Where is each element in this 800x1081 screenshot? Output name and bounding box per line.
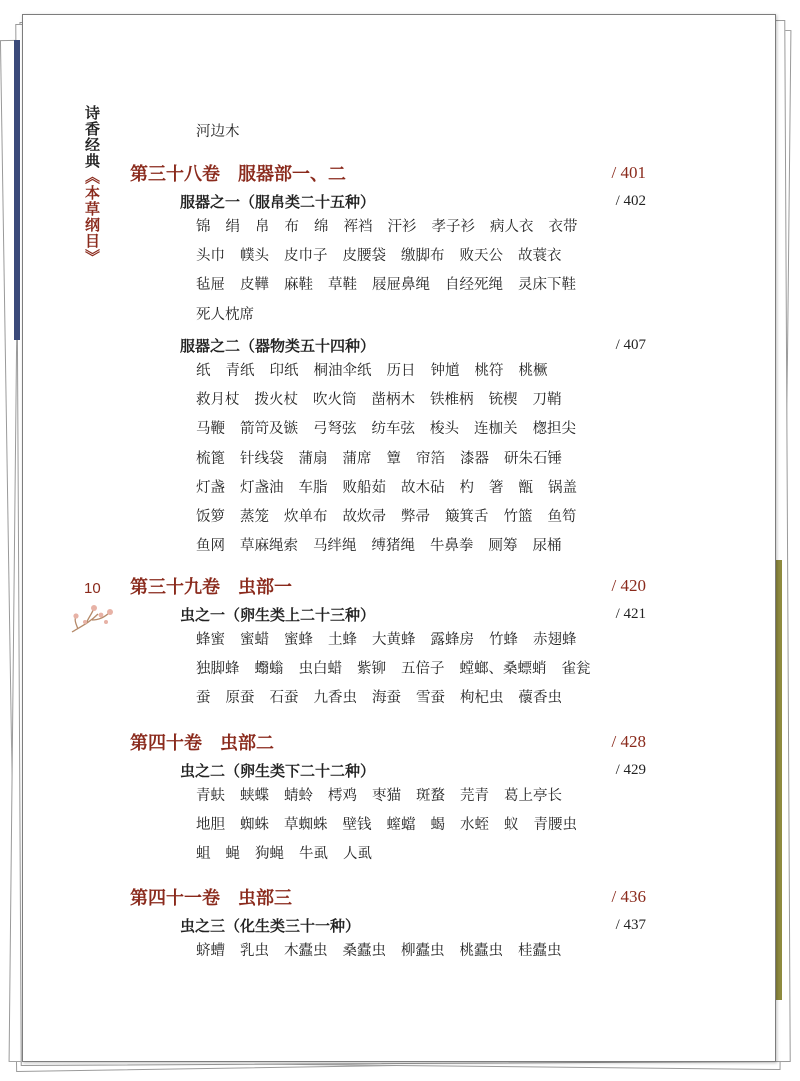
entry-item: 帘箔 — [416, 450, 445, 467]
volume-page-ref: / 428 — [611, 732, 646, 751]
entry-line — [196, 628, 592, 649]
entry-item: 漆器 — [460, 450, 489, 467]
category-heading — [180, 604, 646, 625]
entry-item: 饭箩 — [196, 509, 225, 525]
entry-item: 帛 — [255, 219, 270, 235]
entry-item: 柳蠹虫 — [401, 943, 445, 959]
entry-item: 马绊绳 — [313, 538, 357, 555]
entry-item: 弓弩弦 — [313, 421, 357, 438]
side-book-title — [82, 105, 103, 265]
entry-item: 厕筹 — [488, 538, 518, 555]
entry-item: 芫青 — [460, 788, 489, 804]
entry-item: 桃蠹虫 — [459, 943, 503, 959]
entry-item: 露蜂房 — [430, 632, 474, 648]
entry-item: 孝子衫 — [431, 219, 475, 235]
entry-item: 五倍子 — [401, 661, 445, 678]
entry-item: 汗衫 — [387, 219, 417, 235]
entry-item: 故蓑衣 — [518, 248, 562, 265]
entry-item: 灯盏油 — [240, 479, 284, 496]
volume-heading — [130, 884, 646, 910]
entry-item: 簟 — [386, 450, 401, 467]
entry-item: 死人枕席 — [196, 306, 254, 323]
entry-line — [196, 476, 592, 497]
entry-item: 斑蝥 — [416, 788, 445, 804]
entry-item: 蒲扇 — [298, 450, 328, 467]
entry-item: 吹火筒 — [313, 392, 357, 409]
entry-item: 葛上亭长 — [504, 788, 562, 804]
category-title: 服器之一（服帛类二十五种） — [180, 193, 376, 211]
category-title: 虫之二（卵生类下二十二种） — [180, 762, 376, 780]
entry-item: 马鞭 — [196, 421, 225, 438]
entry-item: 人虱 — [343, 846, 372, 863]
entry-item: 铁椎柄 — [430, 392, 474, 409]
entry-item: 螲蟷 — [386, 817, 416, 834]
entry-item: 牛鼻拳 — [430, 538, 474, 555]
entry-item: 屐屉鼻绳 — [372, 277, 430, 294]
entry-item: 皮鞾 — [240, 277, 269, 294]
category-title: 虫之一（卵生类上二十三种） — [180, 606, 376, 624]
entry-line — [196, 447, 577, 468]
entry-item: 车脂 — [298, 479, 328, 496]
category-heading — [180, 915, 646, 936]
entry-item: 草鞋 — [328, 277, 357, 294]
entry-item: 地胆 — [196, 817, 225, 834]
volume-heading — [130, 729, 646, 755]
category-title: 虫之三（化生类三十一种） — [180, 917, 361, 935]
volume-page-ref: / 420 — [611, 576, 646, 595]
entry-item: 蛱蝶 — [240, 788, 269, 804]
entry-item: 水蛭 — [460, 817, 489, 834]
entry-item: 海蚕 — [372, 690, 401, 707]
entry-item: 幞头 — [240, 248, 269, 265]
entry-item: 独脚蜂 — [196, 661, 240, 678]
entry-item: 箭笴及镞 — [240, 421, 298, 438]
entry-item: 石蚕 — [269, 690, 299, 707]
entry-item: 竹蜂 — [489, 632, 518, 648]
entry-item: 竹篮 — [503, 509, 533, 525]
category-heading — [180, 760, 646, 781]
entry-item: 针线袋 — [240, 450, 284, 467]
entry-line — [196, 215, 593, 236]
entry-item: 弊帚 — [401, 509, 430, 525]
entry-item: 自经死绳 — [445, 277, 503, 294]
entry-item: 锦 — [196, 219, 211, 235]
category-page-ref: / 429 — [615, 762, 646, 778]
book-edge-strip — [14, 40, 20, 340]
entry-line — [196, 388, 577, 409]
entry-item: 钟馗 — [430, 363, 460, 379]
entry-item: 鱼网 — [196, 538, 225, 555]
entry-item: 甑 — [518, 479, 533, 496]
category-page-ref: / 421 — [615, 606, 646, 622]
entry-item: 草麻绳索 — [240, 538, 298, 555]
entry-line — [196, 120, 255, 141]
entry-item: 蜘蛛 — [240, 817, 269, 834]
entry-item: 木蠹虫 — [284, 943, 328, 959]
entry-item: 蒲席 — [342, 450, 372, 467]
entry-item: 尿桶 — [532, 538, 562, 555]
entry-item: 灵床下鞋 — [518, 277, 576, 294]
side-title-bracketed: 《本草纲目》 — [83, 169, 101, 265]
entry-item: 壁钱 — [342, 817, 372, 834]
entry-item: 历日 — [386, 363, 416, 379]
entry-item: 蛴螬 — [196, 943, 225, 959]
entry-item: 皮巾子 — [284, 248, 328, 265]
entry-item: 紫铆 — [357, 661, 386, 678]
entry-item: 桑蠹虫 — [342, 943, 386, 959]
entry-item: 箸 — [489, 479, 504, 496]
entry-item: 绵 — [314, 219, 329, 235]
entry-item: 败船茹 — [342, 479, 386, 496]
entry-item: 雀瓮 — [561, 661, 591, 678]
entry-item: 刀鞘 — [532, 392, 562, 409]
entry-item: 桃符 — [474, 363, 504, 379]
category-page-ref: / 402 — [615, 193, 646, 209]
entry-line — [196, 244, 577, 265]
entry-item: 河边木 — [196, 124, 240, 140]
page-number: 10 — [84, 580, 101, 597]
entry-item: 故炊帚 — [342, 509, 386, 525]
entry-item: 印纸 — [269, 363, 299, 379]
entry-item: 蜂蜜 — [196, 632, 225, 648]
entry-item: 赤翅蜂 — [533, 632, 577, 648]
category-page-ref: / 407 — [615, 337, 646, 353]
entry-item: 蛆 — [196, 846, 211, 863]
entry-item: 毡屉 — [196, 277, 225, 294]
volume-title: 第四十卷 虫部二 — [130, 733, 274, 754]
volume-title: 第四十一卷 虫部三 — [130, 888, 292, 909]
entry-item: 雪蚕 — [416, 690, 445, 707]
entry-item: 狗蝇 — [255, 846, 284, 863]
entry-item: 故木砧 — [401, 479, 445, 496]
entry-line — [196, 273, 591, 294]
entry-line — [196, 784, 577, 805]
entry-item: 螳螂、桑螵蛸 — [459, 661, 547, 678]
side-title-main: 诗香经典 — [83, 105, 101, 169]
entry-item: 草蜘蛛 — [284, 817, 328, 834]
entry-line — [196, 417, 591, 438]
entry-item: 拨火杖 — [254, 392, 298, 409]
volume-page-ref: / 401 — [611, 163, 646, 182]
entry-item: 缴脚布 — [401, 248, 445, 265]
plum-blossom-icon — [68, 602, 114, 638]
entry-line — [196, 657, 606, 678]
entry-item: 桐油伞纸 — [313, 363, 372, 379]
entry-item: 锅盖 — [548, 479, 577, 496]
entry-line — [196, 505, 592, 526]
entry-item: 纺车弦 — [371, 421, 415, 438]
entry-item: 枣猫 — [372, 788, 401, 804]
entry-item: 簸箕舌 — [445, 509, 489, 525]
entry-item: 桂蠹虫 — [518, 943, 562, 959]
entry-item: 蝇 — [225, 846, 240, 863]
entry-item: 败天公 — [459, 248, 503, 265]
entry-item: 樗鸡 — [328, 788, 357, 804]
entry-line — [196, 303, 269, 324]
entry-item: 蠮螉 — [254, 661, 284, 678]
entry-line — [196, 686, 577, 707]
entry-item: 连枷关 — [474, 421, 518, 438]
entry-item: 楤担尖 — [532, 421, 576, 438]
entry-item: 凿柄木 — [371, 392, 415, 409]
entry-item: 布 — [284, 219, 299, 235]
entry-item: 灯盏 — [196, 479, 225, 496]
entry-item: 炊单布 — [284, 509, 328, 525]
entry-item: 桃橛 — [518, 363, 548, 379]
entry-item: 蘹香虫 — [518, 690, 562, 707]
entry-item: 裈裆 — [343, 219, 373, 235]
entry-item: 土蜂 — [328, 632, 357, 648]
category-heading — [180, 335, 646, 356]
entry-item: 梭头 — [430, 421, 459, 438]
entry-item: 缚猪绳 — [371, 538, 415, 555]
volume-page-ref: / 436 — [611, 887, 646, 906]
entry-item: 原蚕 — [225, 690, 255, 707]
entry-line — [196, 842, 387, 863]
category-page-ref: / 437 — [615, 917, 646, 933]
entry-item: 青纸 — [225, 363, 255, 379]
entry-line — [196, 359, 563, 380]
entry-item: 头巾 — [196, 248, 225, 265]
entry-item: 绢 — [225, 219, 240, 235]
volume-heading — [130, 160, 646, 186]
entry-item: 大黄蜂 — [372, 632, 416, 648]
entry-item: 枸杞虫 — [460, 690, 504, 707]
entry-item: 蜜蜂 — [284, 632, 313, 648]
entry-line — [196, 939, 577, 960]
entry-item: 病人衣 — [490, 219, 534, 235]
category-heading — [180, 191, 646, 212]
volume-title: 第三十九卷 虫部一 — [130, 577, 292, 598]
entry-item: 纸 — [196, 363, 211, 379]
entry-item: 衣带 — [548, 219, 578, 235]
entry-item: 蜜蜡 — [240, 632, 269, 648]
category-title: 服器之二（器物类五十四种） — [180, 337, 376, 355]
entry-item: 青蚨 — [196, 788, 225, 804]
entry-item: 青腰虫 — [533, 817, 577, 834]
entry-item: 梳篦 — [196, 450, 225, 467]
entry-item: 九香虫 — [313, 690, 357, 707]
entry-item: 蝎 — [430, 817, 445, 834]
entry-line — [196, 534, 577, 555]
entry-item: 杓 — [459, 479, 474, 496]
volume-title: 第三十八卷 服器部一、二 — [130, 164, 346, 185]
entry-item: 牛虱 — [299, 846, 328, 863]
volume-heading — [130, 573, 646, 599]
entry-item: 虫白蜡 — [298, 661, 342, 678]
entry-item: 铳楔 — [488, 392, 518, 409]
entry-item: 麻鞋 — [284, 277, 313, 294]
entry-item: 蚁 — [504, 817, 519, 834]
entry-item: 皮腰袋 — [342, 248, 386, 265]
entry-item: 乳虫 — [240, 943, 269, 959]
entry-line — [196, 813, 592, 834]
entry-item: 鱼笱 — [547, 509, 577, 525]
entry-item: 蒸笼 — [240, 509, 269, 525]
entry-item: 研朱石锤 — [504, 450, 562, 467]
entry-item: 蜻蛉 — [284, 788, 313, 804]
entry-item: 救月杖 — [196, 392, 240, 409]
entry-item: 蚕 — [196, 690, 211, 707]
